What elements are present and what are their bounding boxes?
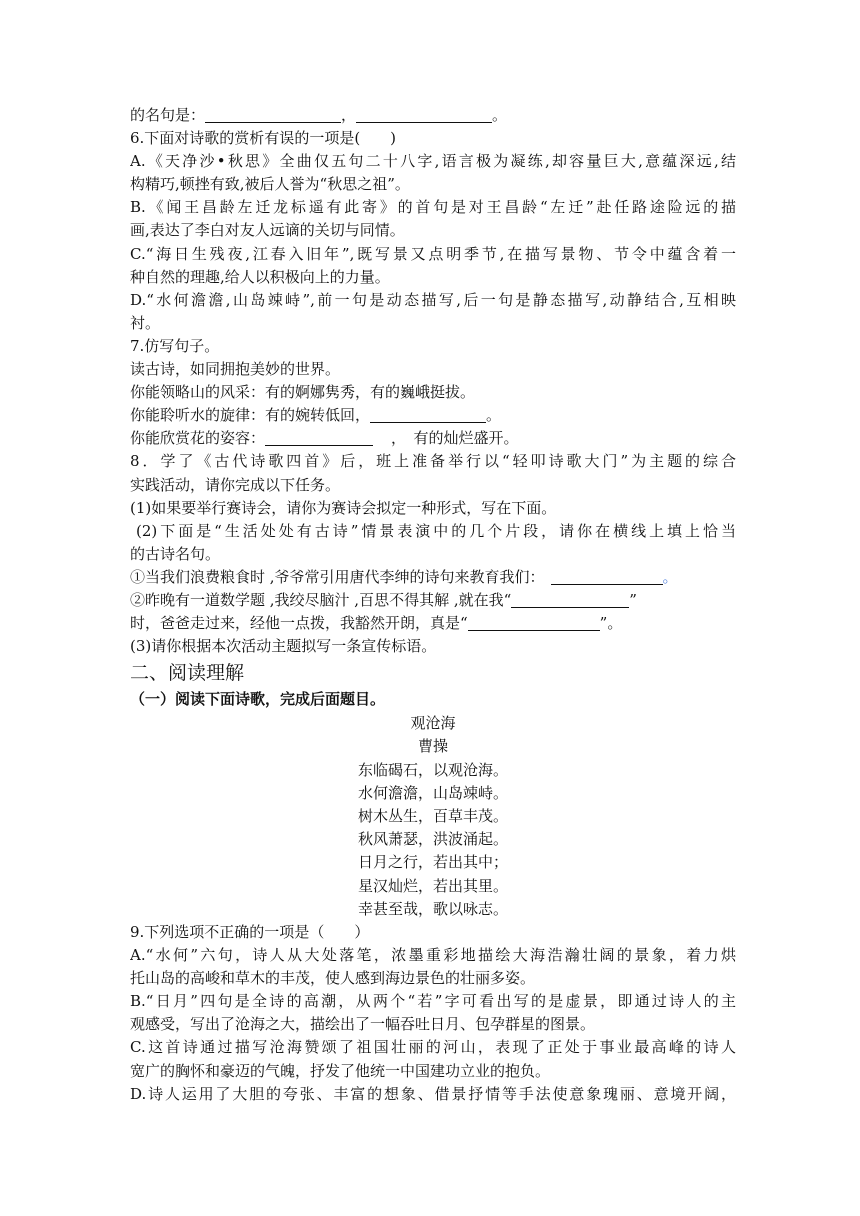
text: ①当我们浪费粮食时 ,爷爷常引用唐代李绅的诗句来教育我们： — [130, 567, 545, 586]
q9-option-d: D.诗人运用了大胆的夸张、丰富的想象、借景抒情等手法使意象瑰丽、意境开阔， — [130, 1084, 736, 1103]
text: ②昨晚有一道数学题 ,我绞尽脑汁 ,百思不得其解 ,就在我“ — [130, 590, 512, 609]
q5-answer-line — [130, 104, 736, 127]
answer-blank[interactable] — [468, 615, 600, 631]
answer-blank[interactable] — [205, 107, 341, 123]
text: 。 — [662, 567, 678, 586]
q6-option-c: C.“海日生残夜,江春入旧年”,既写景又点明季节,在描写景物、节令中蕴含着一 — [130, 244, 736, 263]
q6-option-b: B.《闻王昌龄左迁龙标遥有此寄》的首句是对王昌龄“左迁”赴任路途险远的描 — [130, 198, 736, 217]
poem-line: 水何澹澹，山岛竦峙。 — [357, 783, 508, 802]
poem-line: 星汉灿烂，若出其里。 — [357, 876, 508, 895]
q8-part-3: (3)请你根据本次活动主题拟写一条宣传标语。 — [130, 637, 437, 656]
q7-line-3 — [130, 404, 736, 427]
q8-part-1: (1)如果要举行赛诗会，请你为赛诗会拟定一种形式，写在下面。 — [130, 498, 557, 517]
q6-option-d: D.“水何澹澹,山岛竦峙”,前一句是动态描写,后一句是静态描写,动静结合,互相映 — [130, 290, 736, 309]
text: 你能欣赏花的姿容： — [130, 429, 266, 448]
answer-blank[interactable] — [551, 569, 663, 585]
q8-stem: 8．学了《古代诗歌四首》后，班上准备举行以“轻叩诗歌大门”为主题的综合 — [130, 452, 736, 471]
q9-option-b: B.“日月”四句是全诗的高潮，从两个“若”字可看出写的是虚景，即通过诗人的主 — [130, 992, 736, 1011]
poem-line: 东临碣石，以观沧海。 — [357, 760, 508, 779]
q6-option-b-cont: 画,表达了李白对友人远谪的关切与同情。 — [130, 221, 405, 240]
q7-line-4 — [130, 427, 736, 450]
text: ” — [629, 590, 637, 609]
q8-case-2 — [130, 589, 736, 612]
q6-option-a-cont: 构精巧,顿挫有致,被后人誉为“秋思之祖”。 — [130, 175, 410, 194]
q7-line-2: 你能领略山的风采：有的婀娜隽秀，有的巍峨挺拔。 — [130, 383, 476, 402]
answer-blank[interactable] — [356, 107, 492, 123]
q6-option-a: A.《天净沙•秋思》全曲仅五句二十八字,语言极为凝练,却容量巨大,意蕴深远,结 — [130, 152, 736, 171]
text: ， — [341, 106, 357, 124]
q7-stem: 7.仿写句子。 — [130, 336, 220, 355]
text: ， 有的灿烂盛开。 — [391, 429, 519, 448]
q8-case-1 — [130, 566, 736, 589]
answer-blank[interactable] — [265, 430, 373, 446]
q6-stem: 6.下面对诗歌的赏析有误的一项是( ) — [130, 129, 397, 148]
q6-option-c-cont: 种自然的理趣,给人以积极向上的力量。 — [130, 267, 390, 286]
q9-option-a: A.“水何”六句，诗人从大处落笔，浓墨重彩地描绘大海浩瀚壮阔的景象，着力烘 — [130, 946, 736, 965]
section-heading: 二、阅读理解 — [130, 662, 245, 685]
text: ”。 — [599, 614, 623, 633]
text: 。 — [492, 106, 508, 124]
text: 的名句是： — [130, 106, 206, 124]
q9-option-c-cont: 宽广的胸怀和豪迈的气魄，抒发了他统一中国建功立业的抱负。 — [130, 1061, 551, 1080]
q8-case-2-cont — [130, 612, 736, 635]
q9-option-c: C.这首诗通过描写沧海赞颂了祖国壮丽的河山，表现了正处于事业最高峰的诗人 — [130, 1038, 736, 1057]
q8-stem-cont: 实践活动，请你完成以下任务。 — [130, 475, 341, 494]
document-body — [130, 104, 736, 1106]
text: 时，爸爸走过来，经他一点拨，我豁然开朗，真是“ — [130, 614, 468, 633]
q8-part-2-cont: 的古诗名句。 — [130, 544, 221, 563]
q6-option-d-cont: 衬。 — [130, 313, 161, 332]
poem-line: 树木丛生，百草丰茂。 — [357, 807, 508, 825]
poem — [130, 712, 736, 921]
poem-line: 幸甚至哉，歌以咏志。 — [357, 899, 508, 918]
poem-title: 观沧海 — [410, 714, 456, 733]
poem-line: 日月之行，若出其中； — [357, 853, 508, 872]
q9-option-b-cont: 观感受，写出了沧海之大，描绘出了一幅吞吐日月、包孕群星的图景。 — [130, 1015, 596, 1034]
text: 。 — [486, 406, 502, 425]
q8-part-2: (2)下面是“生活处处有古诗”情景表演中的几个片段，请你在横线上填上恰当 — [136, 521, 736, 540]
q9-stem: 9.下列选项不正确的一项是（ ） — [130, 922, 370, 941]
answer-blank[interactable] — [511, 592, 629, 608]
subsection-heading: （一）阅读下面诗歌，完成后面题目。 — [130, 690, 386, 709]
poem-line: 秋风萧瑟，洪波涌起。 — [357, 830, 508, 849]
poem-author: 曹操 — [417, 737, 448, 756]
text: 你能聆听水的旋律：有的婉转低回， — [130, 406, 371, 425]
answer-blank[interactable] — [370, 407, 486, 423]
q9-option-a-cont: 托山岛的高峻和草木的丰茂，使人感到海边景色的壮丽多姿。 — [130, 969, 536, 988]
q7-line-1: 读古诗，如同拥抱美妙的世界。 — [130, 360, 341, 379]
